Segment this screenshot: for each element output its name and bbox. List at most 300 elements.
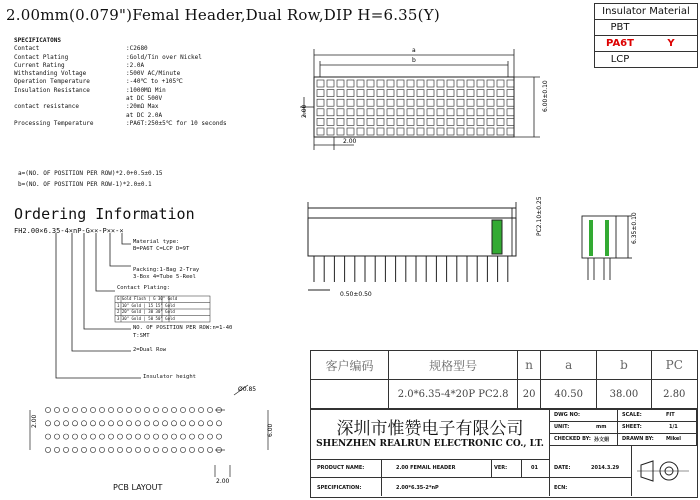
pcb-hole-dim: Ø0.85 xyxy=(238,386,257,393)
cavity-cell xyxy=(467,80,474,87)
spec-table-header xyxy=(311,351,697,380)
pcb-hole xyxy=(144,421,149,426)
cavity-cell xyxy=(487,118,494,125)
pcb-hole xyxy=(63,447,68,452)
insulator-mark xyxy=(645,52,697,67)
cavity-cell xyxy=(317,80,324,87)
cavity-cell xyxy=(497,109,504,116)
pcb-hole xyxy=(144,434,149,439)
date-value: 2014.3.29 xyxy=(591,465,620,471)
cavity-cell xyxy=(417,99,424,106)
pcb-hole xyxy=(162,447,167,452)
cavity-cell xyxy=(467,99,474,106)
cavity-cell xyxy=(467,109,474,116)
pcb-hole xyxy=(108,407,113,412)
spec-key: Insulation Resistance xyxy=(14,86,90,94)
cavity-cell xyxy=(367,99,374,106)
spec-heading: SPECIFICATONS xyxy=(14,37,61,44)
cavity-cell xyxy=(507,90,514,97)
pcb-hole xyxy=(207,407,212,412)
pcb-hole xyxy=(99,421,104,426)
pcb-hole xyxy=(135,421,140,426)
pcb-hole xyxy=(72,407,77,412)
plating-row: 1 10" Gold | 15 15" Gold xyxy=(117,302,175,308)
pcb-hole xyxy=(126,447,131,452)
scale-value: FIT xyxy=(666,412,675,418)
pcb-hole xyxy=(216,421,221,426)
pcb-hole xyxy=(108,421,113,426)
insulator-row-selected xyxy=(595,35,697,51)
pcb-layout-label: PCB LAYOUT xyxy=(113,483,163,492)
pcb-hole xyxy=(198,434,203,439)
sheet-value: 1/1 xyxy=(669,424,678,430)
cavity-cell xyxy=(437,80,444,87)
cavity-cell xyxy=(327,128,334,135)
pcb-hole xyxy=(189,407,194,412)
spec-key: Contact Plating xyxy=(14,53,69,61)
data-cell: 40.50 xyxy=(541,380,597,408)
positions-label: NO. OF POSITION PER ROW:n=1-40 xyxy=(133,325,233,331)
end-view-drawing xyxy=(580,210,640,290)
cavity-cell xyxy=(357,109,364,116)
pcb-hole xyxy=(144,407,149,412)
cavity-cell xyxy=(357,99,364,106)
pcb-hole xyxy=(162,434,167,439)
pcb-hole xyxy=(162,421,167,426)
cavity-cell xyxy=(497,90,504,97)
pcb-hole xyxy=(171,407,176,412)
cavity-cell xyxy=(447,99,454,106)
pcb-hole xyxy=(135,434,140,439)
side-view-drawing xyxy=(300,190,543,305)
cavity-cell xyxy=(317,90,324,97)
date-label: DATE: xyxy=(554,465,571,471)
material-label: Material type: xyxy=(133,239,180,245)
part-number: FH2.00×6.35-4×nP-G××-P××-× xyxy=(14,227,124,235)
data-cell xyxy=(311,380,389,408)
pcb-hole xyxy=(45,407,50,412)
cavity-cell xyxy=(507,99,514,106)
pcb-hole xyxy=(72,434,77,439)
cavity-cell xyxy=(507,109,514,116)
pcb-hole xyxy=(108,434,113,439)
spec-key: Processing Temperature xyxy=(14,119,94,127)
cavity-cell xyxy=(397,99,404,106)
pcb-hole xyxy=(45,434,50,439)
cavity-cell xyxy=(457,90,464,97)
cavity-cell xyxy=(407,80,414,87)
cavity-cell xyxy=(317,128,324,135)
cavity-cell xyxy=(467,118,474,125)
cavity-cell xyxy=(357,118,364,125)
insulator-name: PA6T xyxy=(606,38,634,49)
cavity-cell xyxy=(397,128,404,135)
specification-value: 2.00*6.35-2*nP xyxy=(396,485,439,491)
cavity-cell xyxy=(327,99,334,106)
cavity-cell xyxy=(397,109,404,116)
pcb-hole xyxy=(189,421,194,426)
cavity-cell xyxy=(467,90,474,97)
pcb-hole xyxy=(81,421,86,426)
scale-label: SCALE: xyxy=(622,412,642,418)
spec-value: at DC 500V xyxy=(126,95,163,103)
formula-a: a=(NO. OF POSITION PER ROW)*2.0+0.5±0.15 xyxy=(18,170,163,177)
projection-symbol-icon xyxy=(637,449,691,493)
company-name-en: SHENZHEN REALRUN ELECTRONIC CO., LT. xyxy=(316,439,544,449)
data-cell: 20 xyxy=(518,380,541,408)
cavity-cell xyxy=(387,128,394,135)
cavity-cell xyxy=(457,80,464,87)
checked-value: 孙文娟 xyxy=(594,437,610,443)
company-name-block xyxy=(311,409,550,460)
cavity-cell xyxy=(377,128,384,135)
cavity-cell xyxy=(477,128,484,135)
pcb-hole xyxy=(198,421,203,426)
ordering-title: Ordering Information xyxy=(14,205,195,223)
cavity-cell xyxy=(457,118,464,125)
pcb-hole xyxy=(45,447,50,452)
cavity-cell xyxy=(327,90,334,97)
pcb-hole xyxy=(54,434,59,439)
cavity-cell xyxy=(347,90,354,97)
spec-value: :20mΩ Max xyxy=(126,103,159,111)
cavity-cell xyxy=(357,90,364,97)
pcb-hole xyxy=(162,407,167,412)
cavity-cell xyxy=(327,80,334,87)
pcb-height-dim: 6.00 xyxy=(267,423,274,437)
pcb-hole xyxy=(207,434,212,439)
cavity-cell xyxy=(447,128,454,135)
drawing-title: 2.00mm(0.079")Femal Header,Dual Row,DIP H=6.35(Y) xyxy=(6,6,440,24)
dwg-no-label: DWG NO: xyxy=(554,412,580,418)
insulator-row xyxy=(595,19,697,35)
pcb-hole xyxy=(153,434,158,439)
cavity-cell xyxy=(397,80,404,87)
cavity-cell xyxy=(437,99,444,106)
cavity-cell xyxy=(377,109,384,116)
cavity-cell xyxy=(457,99,464,106)
header-cell: 客户编码 xyxy=(311,351,389,379)
cavity-cell xyxy=(437,90,444,97)
cavity-cell xyxy=(507,118,514,125)
contact-green xyxy=(589,220,593,256)
dim-pitch: 0.50±0.50 xyxy=(340,291,372,298)
contact-green xyxy=(605,220,609,256)
pcb-left-dim: 2.00 xyxy=(31,414,38,428)
spec-key: Operation Temperature xyxy=(14,78,90,86)
dim-bottom: 2.00 xyxy=(343,138,357,145)
spec-value: :Gold/Tin over Nickel xyxy=(126,53,202,61)
drawn-value: Mikel xyxy=(666,436,681,442)
spec-value: at DC 2.0A xyxy=(126,111,163,119)
cavity-cell xyxy=(457,109,464,116)
cavity-cell xyxy=(477,90,484,97)
dim-side: PC2.10±0.25 xyxy=(536,196,543,236)
pcb-hole xyxy=(153,447,158,452)
cavity-cell xyxy=(367,118,374,125)
cavity-cell xyxy=(357,80,364,87)
data-cell: 2.80 xyxy=(663,388,686,400)
spec-value: :PA6T:250±5℃ for 10 seconds xyxy=(126,119,227,127)
spec-table xyxy=(310,350,698,410)
spec-value: :-40℃ to +105℃ xyxy=(126,78,183,86)
pcb-hole xyxy=(198,407,203,412)
cavity-cell xyxy=(417,118,424,125)
cavity-cell xyxy=(497,128,504,135)
cavity-cell xyxy=(407,99,414,106)
company-name-cn: 深圳市惟赞电子有限公司 xyxy=(336,419,524,439)
pcb-hole xyxy=(72,421,77,426)
pcb-hole xyxy=(90,447,95,452)
pcb-hole xyxy=(153,421,158,426)
cavity-cell xyxy=(347,99,354,106)
plating-label: Contact Plating: xyxy=(117,285,170,291)
unit-value: mm xyxy=(596,424,607,430)
cavity-cell xyxy=(487,128,494,135)
cavity-cell xyxy=(337,99,344,106)
pcb-hole xyxy=(126,421,131,426)
cavity-cell xyxy=(427,90,434,97)
cavity-cell xyxy=(487,109,494,116)
pcb-hole xyxy=(207,421,212,426)
plating-row: 3 30" Gold | 50 50" Gold xyxy=(117,315,175,321)
cavity-cell xyxy=(337,128,344,135)
cavity-cell xyxy=(347,109,354,116)
cavity-cell xyxy=(347,80,354,87)
cavity-cell xyxy=(487,90,494,97)
dim-left: 2.00 xyxy=(301,104,308,118)
pcb-hole xyxy=(81,407,86,412)
insulator-mark xyxy=(645,20,697,35)
cavity-cell xyxy=(447,118,454,125)
cavity-cell xyxy=(387,99,394,106)
spec-table-row xyxy=(311,380,697,408)
pcb-hole xyxy=(99,447,104,452)
packing-values: 3-Box 4=Tube 5-Reel xyxy=(133,274,196,280)
pcb-hole xyxy=(54,447,59,452)
pcb-hole xyxy=(54,421,59,426)
cavity-cell xyxy=(417,80,424,87)
cavity-cell xyxy=(447,90,454,97)
cavity-cell xyxy=(377,118,384,125)
dim-a: a xyxy=(412,47,416,54)
contact-green xyxy=(492,220,502,254)
ver-label: VER: xyxy=(494,465,508,471)
pcb-hole xyxy=(90,407,95,412)
cavity-cell xyxy=(437,128,444,135)
pcb-layout-drawing xyxy=(20,385,274,485)
cavity-cell xyxy=(327,109,334,116)
cavity-cell xyxy=(367,128,374,135)
top-view-drawing xyxy=(290,35,550,160)
cavity-cell xyxy=(317,118,324,125)
pcb-hole xyxy=(63,434,68,439)
cavity-cell xyxy=(507,80,514,87)
product-name-value: 2.00 FEMAIL HEADER xyxy=(396,465,456,471)
data-cell: 2.0*6.35-4*20P PC2.8 xyxy=(389,380,518,408)
formula-b: b=(NO. OF POSITION PER ROW-1)*2.0±0.1 xyxy=(18,181,152,188)
cavity-cell xyxy=(427,128,434,135)
cavity-cell xyxy=(407,90,414,97)
pcb-hole xyxy=(216,434,221,439)
cavity-cell xyxy=(497,118,504,125)
pcb-hole xyxy=(81,434,86,439)
cavity-cell xyxy=(457,128,464,135)
pcb-hole xyxy=(63,421,68,426)
pcb-hole xyxy=(135,407,140,412)
cavity-cell xyxy=(337,80,344,87)
cavity-cell xyxy=(507,128,514,135)
header-cell: 规格型号 xyxy=(389,351,518,379)
pcb-hole xyxy=(117,447,122,452)
material-values: B=PA6T C=LCP D=9T xyxy=(133,246,190,252)
cavity-cell xyxy=(427,99,434,106)
specification-label: SPECIFICATION: xyxy=(317,485,362,491)
unit-label: UNIT: xyxy=(554,424,570,430)
pcb-hole xyxy=(189,434,194,439)
cavity-cell xyxy=(387,90,394,97)
product-name-label: PRODUCT NAME: xyxy=(317,465,365,471)
cavity-cell xyxy=(347,128,354,135)
insulator-height-label: Insulator height xyxy=(143,374,196,380)
checked-label: CHECKED BY: xyxy=(554,436,591,442)
insulator-material-table xyxy=(594,3,698,68)
plating-table xyxy=(117,296,177,322)
pcb-hole xyxy=(90,421,95,426)
pcb-hole xyxy=(171,421,176,426)
spec-key: Withstanding Voltage xyxy=(14,70,87,78)
cavity-cell xyxy=(417,128,424,135)
cavity-cell xyxy=(437,118,444,125)
cavity-cell xyxy=(367,109,374,116)
cavity-cell xyxy=(417,90,424,97)
pcb-hole xyxy=(72,447,77,452)
cavity-cell xyxy=(317,99,324,106)
cavity-cell xyxy=(407,118,414,125)
title-block xyxy=(310,408,698,498)
cavity-cell xyxy=(377,90,384,97)
cavity-cell xyxy=(427,80,434,87)
insulator-name: LCP xyxy=(610,54,630,65)
pcb-hole xyxy=(171,434,176,439)
spec-key: Contact xyxy=(14,45,40,53)
smt-label: T:SMT xyxy=(133,333,150,339)
cavity-cell xyxy=(387,118,394,125)
sheet-label: SHEET: xyxy=(622,424,642,430)
plating-row: 2 20" Gold | 30 30" Gold xyxy=(117,309,175,314)
spec-value: :C2680 xyxy=(126,45,148,53)
spec-key: Current Rating xyxy=(14,61,65,69)
pcb-hole xyxy=(117,434,122,439)
cavity-cell xyxy=(337,118,344,125)
pcb-hole xyxy=(117,421,122,426)
pcb-hole xyxy=(126,434,131,439)
pcb-hole xyxy=(45,421,50,426)
plating-row: G Gold Flash | G 30" Gold xyxy=(117,296,178,301)
cavity-cell xyxy=(447,109,454,116)
cavity-cell xyxy=(467,128,474,135)
header-cell: n xyxy=(518,351,541,379)
cavity-cell xyxy=(377,80,384,87)
cavity-cell xyxy=(487,80,494,87)
cavity-cell xyxy=(417,109,424,116)
header-cell: PC xyxy=(665,358,683,372)
cavity-cell xyxy=(407,109,414,116)
dual-row-label: 2=Dual Row xyxy=(133,347,167,353)
pcb-hole xyxy=(144,447,149,452)
cavity-cell xyxy=(367,80,374,87)
ver-value: 01 xyxy=(531,465,538,471)
cavity-cell xyxy=(487,99,494,106)
spec-value: :500V AC/Minute xyxy=(126,70,181,78)
cavity-cell xyxy=(477,80,484,87)
pcb-hole xyxy=(90,434,95,439)
cavity-cell xyxy=(477,118,484,125)
pcb-hole xyxy=(99,434,104,439)
cavity-cell xyxy=(357,128,364,135)
cavity-cell xyxy=(427,118,434,125)
pcb-hole xyxy=(153,407,158,412)
pcb-hole xyxy=(135,447,140,452)
cavity-cell xyxy=(497,80,504,87)
cavity-cell xyxy=(347,118,354,125)
cavity-cell xyxy=(427,109,434,116)
pcb-hole xyxy=(171,447,176,452)
pcb-hole xyxy=(180,421,185,426)
dim-height: 6.00±0.10 xyxy=(542,80,549,112)
insulator-mark: Y xyxy=(667,38,675,49)
insulator-title: Insulator Material xyxy=(602,6,690,17)
header-cell: b xyxy=(597,351,651,379)
cavity-cell xyxy=(447,80,454,87)
cavity-cell xyxy=(477,109,484,116)
pcb-hole xyxy=(108,447,113,452)
pcb-hole xyxy=(180,434,185,439)
pcb-hole xyxy=(81,447,86,452)
cavity-cell xyxy=(317,109,324,116)
cavity-cell xyxy=(477,99,484,106)
data-cell: 38.00 xyxy=(597,380,651,408)
cavity-cell xyxy=(377,99,384,106)
pcb-width-dim: 2.00 xyxy=(216,478,230,485)
pcb-hole xyxy=(198,447,203,452)
pcb-hole xyxy=(207,447,212,452)
cavity-cell xyxy=(397,118,404,125)
drawn-label: DRAWN BY: xyxy=(622,436,654,442)
spec-value: :2.0A xyxy=(126,61,145,69)
ecn-label: ECN: xyxy=(554,485,568,491)
pcb-hole xyxy=(99,407,104,412)
insulator-row xyxy=(595,51,697,67)
pcb-hole xyxy=(180,447,185,452)
cavity-cell xyxy=(337,109,344,116)
pcb-hole xyxy=(54,407,59,412)
dim-end: 6.35±0.10 xyxy=(631,212,638,244)
cavity-cell xyxy=(327,118,334,125)
pcb-hole xyxy=(117,407,122,412)
pcb-hole xyxy=(63,407,68,412)
cavity-cell xyxy=(407,128,414,135)
cavity-cell xyxy=(337,90,344,97)
cavity-cell xyxy=(497,99,504,106)
pcb-hole xyxy=(180,407,185,412)
cavity-cell xyxy=(367,90,374,97)
spec-value: :1000MΩ Min xyxy=(126,86,166,94)
pcb-hole xyxy=(189,447,194,452)
insulator-name: PBT xyxy=(610,22,630,33)
cavity-cell xyxy=(387,80,394,87)
cavity-cell xyxy=(387,109,394,116)
